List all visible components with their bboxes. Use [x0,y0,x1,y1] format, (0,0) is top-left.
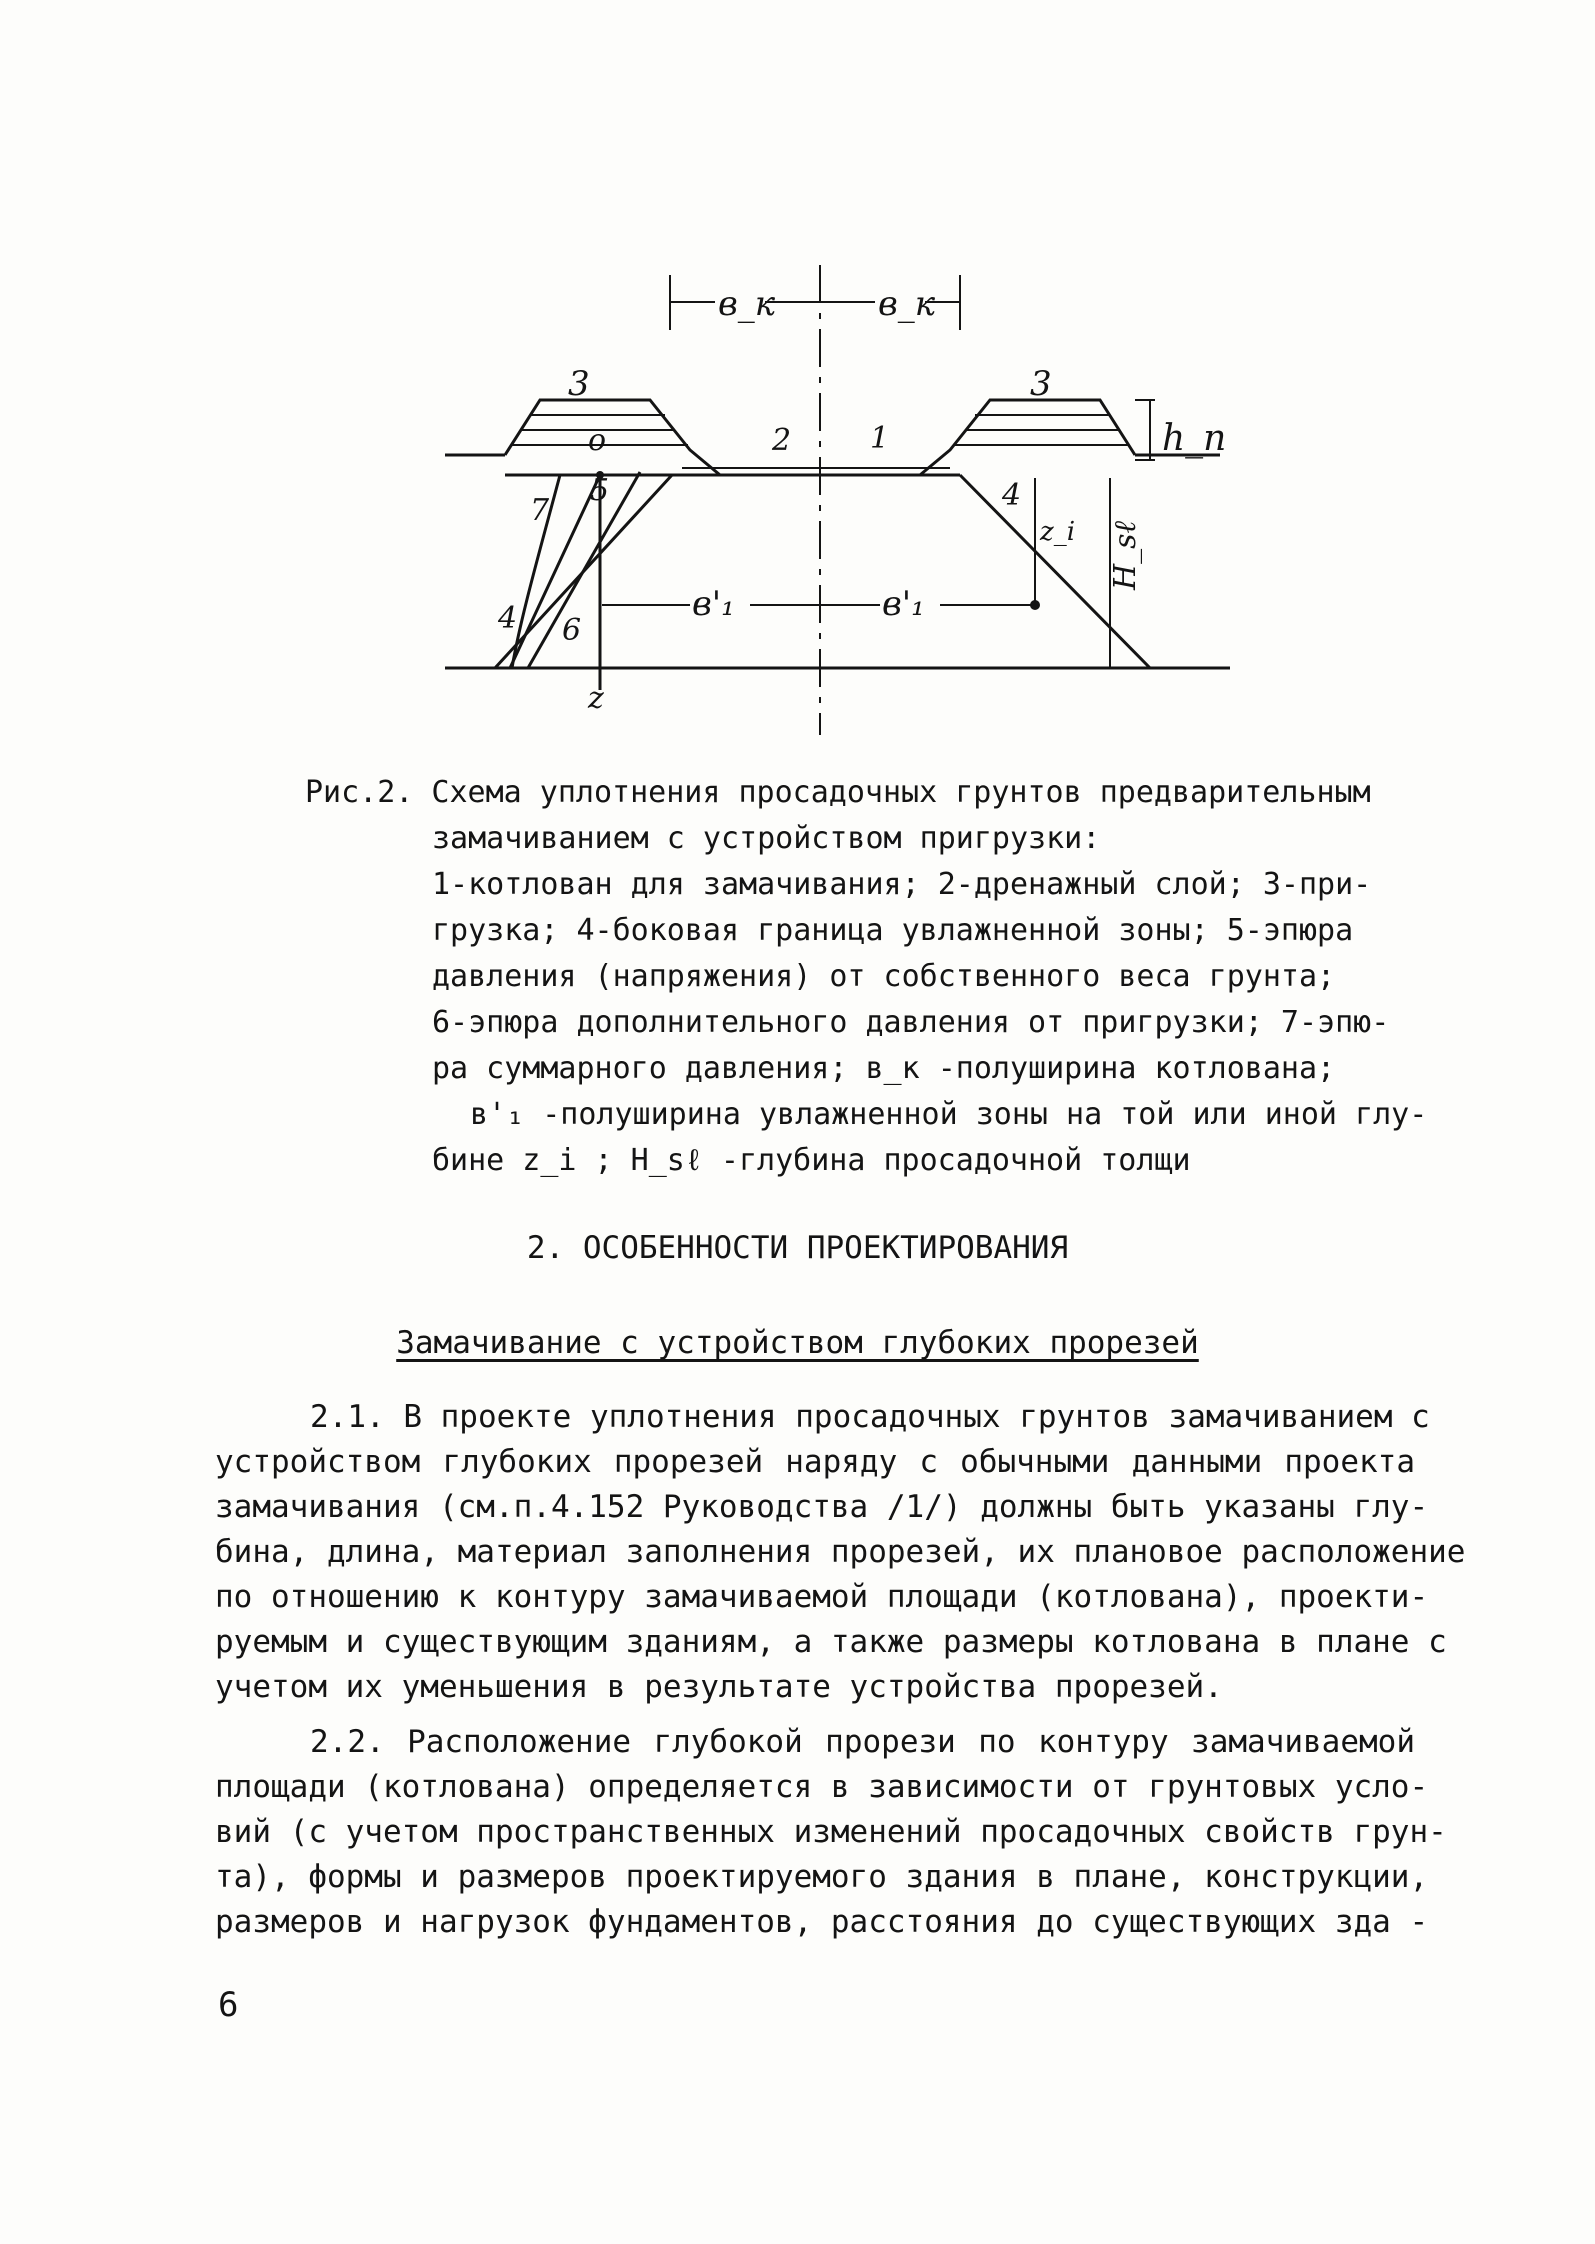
paragraph-line: по отношению к контуру замачиваемой площади (котлована), проекти- [215,1579,1429,1615]
section-title: 2. ОСОБЕННОСТИ ПРОЕКТИРОВАНИЯ [526,1230,1069,1266]
label-b1-right: в'₁ [882,584,925,624]
label-bk-left: в_к [718,284,776,324]
caption-line: ра суммарного давления; в_к -полуширина котлована; [432,1051,1336,1086]
diagram-5 [510,475,600,668]
label-3-left: 3 [568,364,590,404]
caption-line: Рис.2. Схема уплотнения просадочных грунтов предварительным [305,775,1371,810]
caption-line: 6-эпюра дополнительного давления от пригрузки; 7-эпю- [432,1005,1390,1040]
label-o: о [588,423,607,458]
paragraph-line: 2.2. Расположение глубокой прорези по контуру замачиваемой [310,1724,1415,1760]
paragraph-line: вий (с учетом пространственных изменений просадочных свойств грун- [215,1814,1447,1850]
label-z: z [588,681,604,716]
label-7: 7 [530,493,550,528]
label-6: 6 [562,613,582,648]
figure-caption [305,770,1428,1184]
paragraph-line: размеров и нагрузок фундаментов, расстояния до существующих зда - [215,1904,1429,1940]
caption-line: бине z_i ; H_sℓ -глубина просадочной толщи [432,1143,1191,1178]
intersection-point [1030,600,1040,610]
label-bk-right: в_к [878,284,936,324]
paragraph-line: площади (котлована) определяется в зависимости от грунтовых усло- [215,1769,1429,1805]
label-hp: h_п [1162,418,1227,459]
label-4-left: 4 [498,601,518,636]
page-number: 6 [218,1985,239,2025]
caption-line: давления (напряжения) от собственного веса грунта; [432,959,1336,994]
paragraph-2-1 [215,1395,1466,1710]
label-3-right: 3 [1030,364,1052,404]
label-5: 5 [590,473,610,508]
paragraph-line: учетом их уменьшения в результате устройства прорезей. [215,1669,1223,1705]
surcharge-left [505,400,720,475]
label-1: 1 [870,421,890,456]
paragraph-line: та), формы и размеров проектируемого здания в плане, конструкции, [215,1859,1429,1895]
paragraph-line: 2.1. В проекте уплотнения просадочных грунтов замачиванием с [310,1399,1430,1435]
label-hsl: H_sℓ [1108,520,1143,590]
caption-line: в'₁ -полуширина увлажненной зоны на той или иной глу- [470,1097,1428,1132]
paragraph-line: устройством глубоких прорезей наряду с обычными данными проекта [215,1444,1415,1480]
caption-line: замачиванием с устройством пригрузки: [432,821,1101,856]
paragraph-line: руемым и существующим зданиям, а также размеры котлована в плане с [215,1624,1447,1660]
subsection-title: Замачивание с устройством глубоких прорезей [396,1325,1199,1361]
paragraph-line: замачивания (см.п.4.152 Руководства /1/) должны быть указаны глу- [215,1489,1429,1525]
surcharge-right [920,400,1135,475]
paragraph-2-2 [215,1720,1447,1945]
label-4-right: 4 [1002,478,1022,513]
paragraph-line: бина, длина, материал заполнения прорезей, их плановое расположение [215,1534,1466,1570]
compaction-scheme-figure [420,250,1250,750]
label-zi: z_i [1040,517,1076,547]
caption-line: 1-котлован для замачивания; 2-дренажный слой; 3-при- [432,867,1372,902]
label-b1-left: в'₁ [692,584,735,624]
label-2: 2 [772,423,792,458]
caption-line: грузка; 4-боковая граница увлажненной зоны; 5-эпюра [432,913,1354,948]
